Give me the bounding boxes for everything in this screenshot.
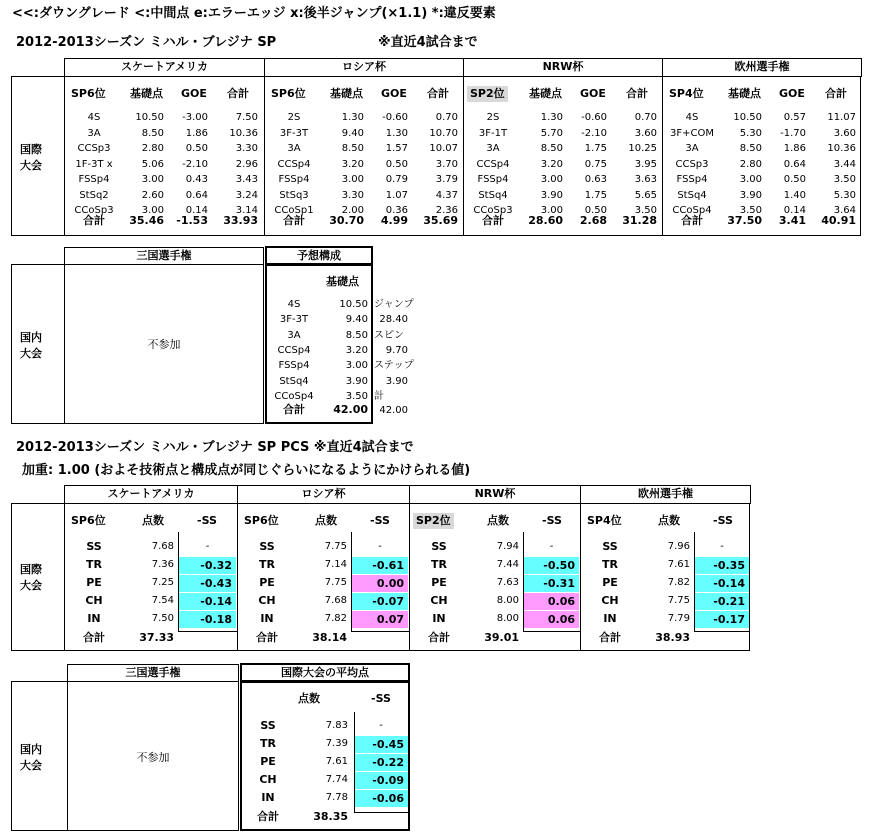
sp-base-value: 8.50 <box>540 143 563 154</box>
forecast-element: 3F-3T <box>279 314 309 326</box>
pcs-avg-diff-value: -0.22 <box>355 754 408 771</box>
pcs-score-value: 7.75 <box>324 541 347 552</box>
sp-header-total: 合計 <box>626 87 648 100</box>
sp-element: 3F-1T <box>478 127 508 139</box>
forecast-element: CCSp4 <box>277 344 311 356</box>
pcs-score-value: 7.63 <box>496 577 519 588</box>
forecast-category-note: スピン <box>374 329 404 341</box>
pcs-diff-value: -0.18 <box>179 611 236 628</box>
pcs-avg-score-value: 7.83 <box>325 720 348 731</box>
sp-goe-value: 0.14 <box>783 205 806 216</box>
sp-goe-value: 0.50 <box>584 205 607 216</box>
pcs-score-value: 7.94 <box>496 541 519 552</box>
sp-goe-value: 1.75 <box>584 143 607 154</box>
pcs-sum-label: 合計 <box>428 631 450 644</box>
sp-base-value: 3.00 <box>141 205 164 216</box>
forecast-category-note: 28.40 <box>379 314 408 326</box>
forecast-element: StSq4 <box>279 375 309 387</box>
pcs-diff-value: - <box>549 541 554 552</box>
forecast-category-note: ステップ <box>374 360 414 372</box>
side-label-intl: 国際大会 <box>20 143 42 172</box>
pcs-diff-value: 0.06 <box>524 611 579 628</box>
pcs-component: TR <box>86 558 102 571</box>
pcs-component: IN <box>432 612 446 625</box>
pcs-component: TR <box>259 558 275 571</box>
sp-goe-value: 0.50 <box>385 158 408 170</box>
sp-sum-base: 35.46 <box>129 214 164 227</box>
sp-base-value: 1.30 <box>540 112 563 123</box>
sp-element: 3A <box>287 143 301 154</box>
sp-goe-value: -0.60 <box>382 112 408 123</box>
pcs-avg-component: IN <box>261 791 275 804</box>
sp-sum-goe: -1.53 <box>176 214 208 227</box>
forecast-element: FSSp4 <box>278 360 310 372</box>
pcs-score-value: 7.44 <box>496 559 519 570</box>
sp-base-value: 10.50 <box>733 112 762 123</box>
sp-goe-value: 0.43 <box>185 174 208 185</box>
sp-element: CCoSp1 <box>274 205 314 216</box>
sp-goe-value: 1.75 <box>584 189 607 201</box>
sp-goe-value: 1.86 <box>783 143 806 154</box>
pcs-diff-value: - <box>205 541 210 552</box>
pcs-score-value: 7.68 <box>324 595 347 606</box>
sp-element: CCSp4 <box>277 158 311 170</box>
pcs-diff-value: -0.21 <box>695 593 749 610</box>
forecast-base-value: 3.00 <box>345 360 368 372</box>
sp-goe-value: 0.79 <box>385 174 408 185</box>
sp-goe-value: 1.86 <box>185 127 208 139</box>
pcs-sum-value: 37.33 <box>139 631 174 644</box>
forecast-category-note: 3.90 <box>385 375 408 387</box>
sp-goe-value: 0.64 <box>783 158 806 170</box>
pcs-diff-value: 0.07 <box>352 611 408 628</box>
sp-comp-name: 欧州選手権 <box>662 58 862 77</box>
pcs-side-label-intl: 国際大会 <box>20 563 42 592</box>
pcs-score-value: 7.61 <box>667 559 690 570</box>
pcs-score-value: 7.54 <box>151 595 174 606</box>
pcs-header-diff: -SS <box>370 514 390 527</box>
pcs-diff-value: -0.35 <box>695 557 749 574</box>
sp-element: CCSp4 <box>476 158 510 170</box>
sp-sum-goe: 3.41 <box>778 214 806 227</box>
forecast-category-note: 計 <box>374 390 384 402</box>
sp-base-value: 3.20 <box>540 158 563 170</box>
sp-element: 1F-3T x <box>75 158 113 170</box>
pcs-header-diff: -SS <box>197 514 217 527</box>
sp-goe-value: 1.57 <box>385 143 408 154</box>
pcs-score-value: 7.36 <box>151 559 174 570</box>
sp-element: StSq4 <box>478 189 508 201</box>
sp-comp-name: ロシア杯 <box>264 58 464 77</box>
sp-total-value: 7.50 <box>235 112 258 123</box>
pcs-score-value: 7.50 <box>151 613 174 624</box>
sp-base-value: 3.90 <box>540 189 563 201</box>
sp-comp-name: スケートアメリカ <box>64 58 265 77</box>
pcs-avg-name: 国際大会の平均点 <box>240 663 410 682</box>
pcs-comp-name: ロシア杯 <box>237 485 410 504</box>
pcs-rank: SP2位 <box>413 513 454 529</box>
sp-element: StSq2 <box>79 189 109 201</box>
pcs-component: CH <box>258 594 276 607</box>
sp-total-value: 3.60 <box>833 127 856 139</box>
pcs-diff-value: -0.61 <box>352 557 408 574</box>
pcs-header-score: 点数 <box>487 514 509 527</box>
pcs-avg-sum-label: 合計 <box>257 810 279 823</box>
sp-base-value: 3.20 <box>341 158 364 170</box>
pcs-component: IN <box>87 612 101 625</box>
sp-goe-value: 0.75 <box>584 158 607 170</box>
pcs-component: PE <box>259 576 275 589</box>
sp-base-value: 9.40 <box>341 127 364 139</box>
sp-base-value: 3.50 <box>739 205 762 216</box>
sp-total-value: 3.64 <box>833 205 856 216</box>
pcs-component: SS <box>86 540 102 553</box>
sp-rank: SP6位 <box>71 87 106 100</box>
sp-element: 2S <box>486 112 500 123</box>
pcs-score-value: 7.82 <box>667 577 690 588</box>
sp-rank: SP2位 <box>467 86 508 102</box>
sp-total-value: 3.14 <box>235 205 258 216</box>
sp-total-value: 3.79 <box>435 174 458 185</box>
pcs-avg-sum-value: 38.35 <box>313 810 348 823</box>
pcs-avg-header-score: 点数 <box>298 692 320 705</box>
sp-goe-value: -2.10 <box>182 158 208 170</box>
forecast-category-note: 9.70 <box>385 344 408 356</box>
sp-total-value: 5.65 <box>634 189 657 201</box>
pcs-diff-value: -0.50 <box>524 557 579 574</box>
forecast-sum-note: 42.00 <box>379 405 408 416</box>
sp-total-value: 10.70 <box>429 127 458 139</box>
sp-header-total: 合計 <box>825 87 847 100</box>
sp-goe-value: 1.07 <box>385 189 408 201</box>
pcs-header-diff: -SS <box>542 514 562 527</box>
pcs-rank: SP6位 <box>71 514 106 527</box>
pcs-diff-value: -0.43 <box>179 575 236 592</box>
pcs-component: IN <box>260 612 274 625</box>
pcs-component: CH <box>601 594 619 607</box>
pcs-component: SS <box>602 540 618 553</box>
sp-header-goe: GOE <box>181 87 207 100</box>
pcs-diff-value: -0.32 <box>179 557 236 574</box>
forecast-sum-label: 合計 <box>283 403 305 416</box>
pcs-avg-component: SS <box>260 719 276 732</box>
sp-sum-total: 40.91 <box>821 214 856 227</box>
sp-base-value: 8.50 <box>141 127 164 139</box>
pcs-title: 2012-2013シーズン ミハル・ブレジナ SP PCS ※直近4試合まで <box>16 440 414 455</box>
sp-total-value: 5.30 <box>833 189 856 201</box>
pcs-diff-bottom <box>351 631 409 632</box>
sp-note: ※直近4試合まで <box>378 35 478 50</box>
pcs-comp-name: NRW杯 <box>409 485 581 504</box>
pcs-diff-value: - <box>378 541 382 552</box>
sp-element: CCoSp4 <box>672 205 712 216</box>
pcs-score-value: 7.96 <box>667 541 690 552</box>
sp-element: 4S <box>87 112 101 123</box>
sp-total-value: 3.24 <box>235 189 258 201</box>
pcs-avg-diff-value: -0.45 <box>355 736 408 753</box>
sp-element: CCoSp3 <box>74 205 114 216</box>
pcs-sum-label: 合計 <box>256 631 278 644</box>
sp-element: CCoSp3 <box>473 205 513 216</box>
sp-goe-value: 1.30 <box>385 127 408 139</box>
pcs-diff-bottom <box>178 631 237 632</box>
pcs-component: TR <box>431 558 447 571</box>
pcs-diff-value: 0.06 <box>524 593 579 610</box>
pcs-avg-score-value: 7.74 <box>325 774 348 785</box>
sp-element: FSSp4 <box>278 174 310 185</box>
sp-base-value: 8.50 <box>739 143 762 154</box>
sp-header-total: 合計 <box>427 87 449 100</box>
sp-element: StSq4 <box>677 189 707 201</box>
sp-goe-value: -1.70 <box>780 127 806 139</box>
forecast-base-value: 8.50 <box>345 329 368 341</box>
pcs-component: TR <box>602 558 618 571</box>
sp-header-base: 基礎点 <box>728 87 761 100</box>
pcs-score-value: 7.82 <box>324 613 347 624</box>
sp-header-goe: GOE <box>779 87 805 100</box>
sp-sum-label: 合計 <box>83 214 105 227</box>
pcs-diff-bottom <box>523 631 580 632</box>
pcs-score-value: 7.75 <box>667 595 690 606</box>
pcs-comp-name: スケートアメリカ <box>64 485 238 504</box>
sp-element: CCSp3 <box>77 143 111 154</box>
sp-rank: SP6位 <box>271 87 306 100</box>
pcs-component: CH <box>85 594 103 607</box>
sp-base-value: 5.06 <box>141 158 164 170</box>
sp-base-value: 1.30 <box>341 112 364 123</box>
sp-sum-total: 35.69 <box>423 214 458 227</box>
pcs-sum-value: 39.01 <box>484 631 519 644</box>
pcs-score-value: 7.75 <box>324 577 347 588</box>
pcs-diff-value: -0.31 <box>524 575 579 592</box>
sp-total-value: 3.63 <box>634 174 657 185</box>
pcs-diff-bottom <box>694 631 750 632</box>
sp-goe-value: 0.50 <box>185 143 208 154</box>
sp-total-value: 3.50 <box>833 174 856 185</box>
pcs-sum-label: 合計 <box>599 631 621 644</box>
pcs-sum-value: 38.93 <box>655 631 690 644</box>
sp-goe-value: 0.50 <box>783 174 806 185</box>
sp-total-value: 4.37 <box>435 189 458 201</box>
sp-goe-value: 1.40 <box>783 189 806 201</box>
sp-sum-goe: 2.68 <box>579 214 607 227</box>
pcs-side-label-dom: 国内大会 <box>20 743 42 772</box>
pcs-score-value: 8.00 <box>496 595 519 606</box>
forecast-sum-value: 42.00 <box>333 403 368 416</box>
sp-goe-value: -0.60 <box>581 112 607 123</box>
pcs-diff-value: -0.14 <box>179 593 236 610</box>
pcs-component: IN <box>603 612 617 625</box>
sp-base-value: 3.00 <box>540 174 563 185</box>
sp-base-value: 2.60 <box>141 189 164 201</box>
sp-sum-total: 33.93 <box>223 214 258 227</box>
forecast-element: 4S <box>287 299 301 310</box>
sp-goe-value: -2.10 <box>581 127 607 139</box>
sp-total-value: 3.70 <box>435 158 458 170</box>
sp-base-value: 3.90 <box>739 189 762 201</box>
pcs-diff-value: -0.14 <box>695 575 749 592</box>
sp-base-value: 2.80 <box>739 158 762 170</box>
sp-dom-text: 不参加 <box>147 338 181 351</box>
pcs-header-diff: -SS <box>713 514 733 527</box>
pcs-component: PE <box>602 576 618 589</box>
sp-total-value: 10.36 <box>827 143 856 154</box>
sp-base-value: 10.50 <box>135 112 164 123</box>
sp-element: 3A <box>87 127 101 139</box>
forecast-base-value: 9.40 <box>345 314 368 326</box>
sp-header-goe: GOE <box>580 87 606 100</box>
sp-total-value: 10.07 <box>429 143 458 154</box>
sp-element: 4S <box>685 112 699 123</box>
pcs-diff-value: - <box>720 541 724 552</box>
pcs-rank: SP4位 <box>587 514 622 527</box>
pcs-score-value: 7.68 <box>151 541 174 552</box>
sp-comp-name: NRW杯 <box>463 58 663 77</box>
pcs-score-value: 7.25 <box>151 577 174 588</box>
sp-base-value: 5.30 <box>739 127 762 139</box>
sp-total-value: 0.70 <box>435 112 458 123</box>
sp-total-value: 3.95 <box>634 158 657 170</box>
sp-element: FSSp4 <box>676 174 708 185</box>
forecast-base-header: 基礎点 <box>326 275 359 288</box>
sp-header-goe: GOE <box>381 87 407 100</box>
sp-sum-label: 合計 <box>482 214 504 227</box>
forecast-base-value: 3.50 <box>345 390 368 402</box>
pcs-avg-score-value: 7.61 <box>325 756 348 767</box>
pcs-rank: SP6位 <box>244 514 279 527</box>
pcs-comp-name: 欧州選手権 <box>580 485 751 504</box>
sp-sum-label: 合計 <box>681 214 703 227</box>
sp-element: 2S <box>287 112 301 123</box>
sp-rank: SP4位 <box>669 87 704 100</box>
pcs-diff-value: 0.00 <box>352 575 408 592</box>
sp-sum-base: 30.70 <box>329 214 364 227</box>
forecast-base-value: 3.90 <box>345 375 368 387</box>
pcs-sum-label: 合計 <box>83 631 105 644</box>
sp-total-value: 0.70 <box>634 112 657 123</box>
pcs-avg-diff-value: -0.09 <box>355 772 408 789</box>
pcs-avg-component: TR <box>260 737 276 750</box>
sp-total-value: 3.44 <box>833 158 856 170</box>
sp-total-value: 10.25 <box>628 143 657 154</box>
pcs-avg-header-diff: -SS <box>371 692 391 705</box>
pcs-component: SS <box>259 540 275 553</box>
pcs-component: PE <box>431 576 447 589</box>
sp-total-value: 3.50 <box>634 205 657 216</box>
sp-element: 3A <box>685 143 699 154</box>
sp-header-base: 基礎点 <box>130 87 163 100</box>
sp-base-value: 3.00 <box>540 205 563 216</box>
legend-line: <<:ダウングレード <:中間点 e:エラーエッジ x:後半ジャンプ(×1.1) *:違反要素 <box>12 6 496 21</box>
pcs-component: CH <box>430 594 448 607</box>
sp-header-base: 基礎点 <box>330 87 363 100</box>
pcs-dom-text: 不参加 <box>136 751 170 764</box>
sp-base-value: 3.30 <box>341 189 364 201</box>
forecast-base-value: 10.50 <box>339 299 368 310</box>
sp-goe-value: 0.36 <box>385 205 408 216</box>
sp-total-value: 10.36 <box>229 127 258 139</box>
forecast-base-value: 3.20 <box>345 344 368 356</box>
sp-goe-value: 0.63 <box>584 174 607 185</box>
pcs-avg-component: PE <box>260 755 276 768</box>
sp-base-value: 2.00 <box>341 205 364 216</box>
sp-title: 2012-2013シーズン ミハル・ブレジナ SP <box>16 35 277 50</box>
pcs-header-score: 点数 <box>315 514 337 527</box>
pcs-component: SS <box>431 540 447 553</box>
forecast-element: CCoSp4 <box>274 390 314 402</box>
sp-base-value: 3.00 <box>141 174 164 185</box>
sp-element: CCSp3 <box>675 158 709 170</box>
pcs-avg-score-value: 7.39 <box>325 738 348 749</box>
pcs-avg-score-value: 7.78 <box>325 792 348 803</box>
pcs-avg-diff-value: - <box>379 720 383 731</box>
pcs-header-score: 点数 <box>142 514 164 527</box>
pcs-diff-value: -0.17 <box>695 611 749 628</box>
pcs-score-value: 7.79 <box>667 613 690 624</box>
pcs-header-score: 点数 <box>658 514 680 527</box>
sp-base-value: 3.00 <box>739 174 762 185</box>
sp-goe-value: 0.14 <box>185 205 208 216</box>
sp-sum-base: 37.50 <box>727 214 762 227</box>
sp-sum-label: 合計 <box>283 214 305 227</box>
sp-sum-base: 28.60 <box>528 214 563 227</box>
sp-base-value: 8.50 <box>341 143 364 154</box>
pcs-score-value: 7.14 <box>324 559 347 570</box>
sp-element: FSSp4 <box>477 174 509 185</box>
pcs-component: PE <box>86 576 102 589</box>
pcs-diff-value: -0.07 <box>352 593 408 610</box>
sp-header-base: 基礎点 <box>529 87 562 100</box>
sp-total-value: 3.43 <box>235 174 258 185</box>
sp-element: FSSp4 <box>78 174 110 185</box>
pcs-sum-value: 38.14 <box>312 631 347 644</box>
sp-total-value: 11.07 <box>827 112 856 123</box>
sp-goe-value: 0.64 <box>185 189 208 201</box>
pcs-avg-diff-value: -0.06 <box>355 790 408 807</box>
pcs-avg-diff-bottom <box>354 812 408 813</box>
sp-total-value: 2.96 <box>235 158 258 170</box>
sp-element: StSq3 <box>279 189 309 201</box>
sp-goe-value: 0.57 <box>783 112 806 123</box>
side-label-dom: 国内大会 <box>20 331 42 360</box>
sp-goe-value: -3.00 <box>182 112 208 123</box>
sp-sum-total: 31.28 <box>622 214 657 227</box>
pcs-score-value: 8.00 <box>496 613 519 624</box>
sp-dom-name: 三国選手権 <box>64 247 264 265</box>
sp-sum-goe: 4.99 <box>380 214 408 227</box>
sp-total-value: 2.36 <box>435 205 458 216</box>
sp-element: 3F-3T <box>279 127 309 139</box>
forecast-element: 3A <box>287 329 301 341</box>
sp-header-total: 合計 <box>227 87 249 100</box>
pcs-dom-name: 三国選手権 <box>67 664 239 682</box>
pcs-avg-component: CH <box>259 773 277 786</box>
forecast-category-note: ジャンプ <box>374 299 414 310</box>
sp-element: 3A <box>486 143 500 154</box>
sp-base-value: 3.00 <box>341 174 364 185</box>
sp-base-value: 2.80 <box>141 143 164 154</box>
sp-total-value: 3.60 <box>634 127 657 139</box>
forecast-name: 予想構成 <box>265 246 373 265</box>
sp-total-value: 3.30 <box>235 143 258 154</box>
sp-element: 3F+COM <box>670 127 714 139</box>
weight-line: 加重: 1.00 (およそ技術点と構成点が同じぐらいになるようにかけられる値) <box>22 463 471 478</box>
sp-base-value: 5.70 <box>540 127 563 139</box>
